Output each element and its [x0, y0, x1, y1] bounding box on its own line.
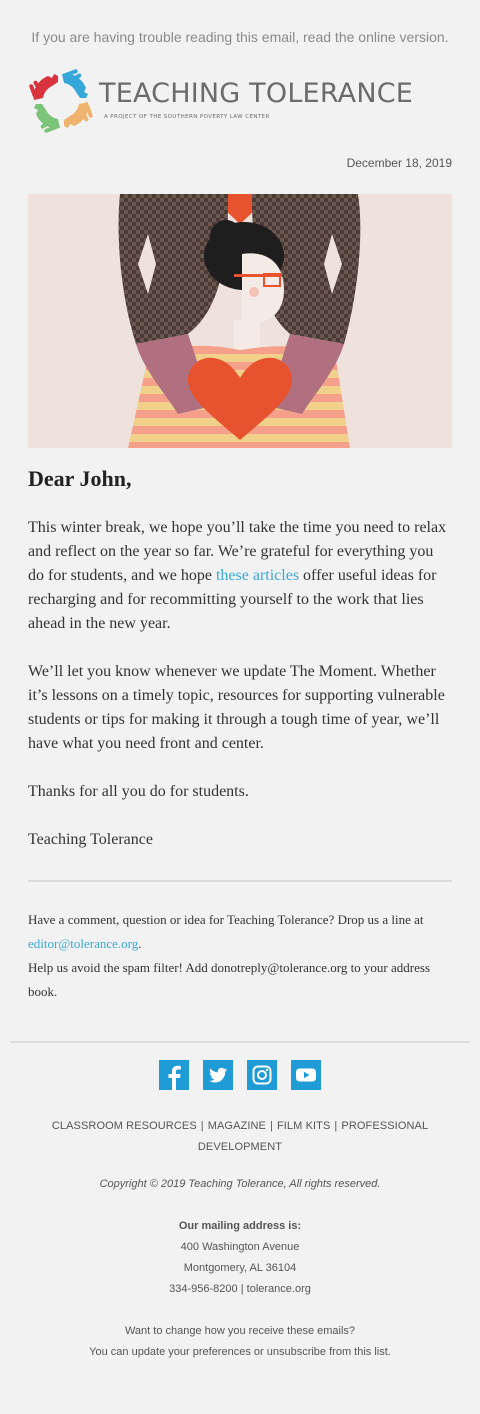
address-line-1: 400 Washington Avenue [180, 1241, 300, 1253]
nav-professional-development[interactable]: PROFESSIONAL DEVELOPMENT [197, 1120, 429, 1153]
preferences-prompt: Want to change how you receive these emails? [124, 1325, 356, 1337]
signature: Teaching Tolerance [28, 831, 153, 848]
site-link[interactable]: tolerance.org [246, 1283, 311, 1295]
pref-text-mid: or [250, 1346, 267, 1358]
email-date: December 18, 2019 [346, 156, 452, 170]
logo-title: TEACHING TOLERANCE [99, 78, 414, 109]
nav-film-kits[interactable]: FILM KITS [276, 1120, 331, 1132]
content-divider [28, 880, 452, 882]
facebook-icon [159, 1060, 189, 1090]
hero-illustration [28, 194, 452, 448]
editor-email-link[interactable]: editor@tolerance.org [28, 936, 139, 951]
online-version-link[interactable]: If you are having trouble reading this email, read the online version. [31, 29, 449, 45]
phone-number: 334-956-8200 [169, 1283, 238, 1295]
thanks-paragraph: Thanks for all you do for students. [28, 783, 249, 800]
contact-line: 334-956-8200 | tolerance.org [169, 1283, 311, 1295]
these-articles-link[interactable]: these articles [215, 567, 300, 584]
comment-period: . [138, 936, 142, 951]
preheader[interactable] [0, 29, 480, 45]
intro-paragraph [28, 516, 452, 636]
preferences-line [0, 1346, 480, 1358]
copyright: Copyright © 2019 Teaching Tolerance, All rights reserved. [99, 1178, 381, 1190]
nav-separator: | [269, 1120, 273, 1132]
unsubscribe-link[interactable]: unsubscribe from this list [266, 1346, 388, 1358]
facebook-button[interactable] [159, 1060, 189, 1090]
comment-text: Have a comment, question or idea for Teaching Tolerance? Drop us a line at [28, 912, 424, 927]
hands-logo-icon [28, 68, 94, 134]
footer-nav [40, 1116, 440, 1158]
update-preferences-link[interactable]: update your preferences [131, 1346, 251, 1358]
pref-text-start: You can [89, 1346, 132, 1358]
greeting-heading: Dear John, [28, 466, 132, 491]
nav-magazine[interactable]: MAGAZINE [207, 1120, 266, 1132]
intro-text-start: This winter break, we hope you’ll take the time you need to relax and reflect on the year so far. We’re grateful for everything you do for students, and we hope [28, 519, 447, 584]
pref-text-end: . [387, 1346, 391, 1358]
moment-paragraph: We’ll let you know whenever we update The Moment. Whether it’s lessons on a timely topic, resources for supporting vulnerable students or tips for making it through a tough time of year, we’ll have what you need front and center. [28, 663, 445, 752]
comment-note [28, 908, 452, 956]
instagram-icon [247, 1060, 277, 1090]
intro-text-end: offer useful ideas for recharging and for recommitting yourself to the work that lies ahead in the new year. [28, 567, 437, 632]
address-line-2: Montgomery, AL 36104 [183, 1262, 297, 1274]
logo-subtitle: A PROJECT OF THE SOUTHERN POVERTY LAW CENTER [104, 114, 270, 120]
twitter-button[interactable] [203, 1060, 233, 1090]
nav-separator: | [200, 1120, 204, 1132]
logo[interactable] [28, 68, 432, 136]
spam-note: Help us avoid the spam filter! Add donotreply@tolerance.org to your address book. [28, 960, 430, 999]
nav-separator: | [334, 1120, 338, 1132]
address-title: Our mailing address is: [178, 1220, 302, 1232]
nav-classroom-resources[interactable]: CLASSROOM RESOURCES [51, 1120, 197, 1132]
instagram-button[interactable] [247, 1060, 277, 1090]
youtube-icon [291, 1060, 321, 1090]
footer-divider [10, 1041, 470, 1043]
social-links [0, 1060, 480, 1090]
twitter-icon [203, 1060, 233, 1090]
youtube-button[interactable] [291, 1060, 321, 1090]
